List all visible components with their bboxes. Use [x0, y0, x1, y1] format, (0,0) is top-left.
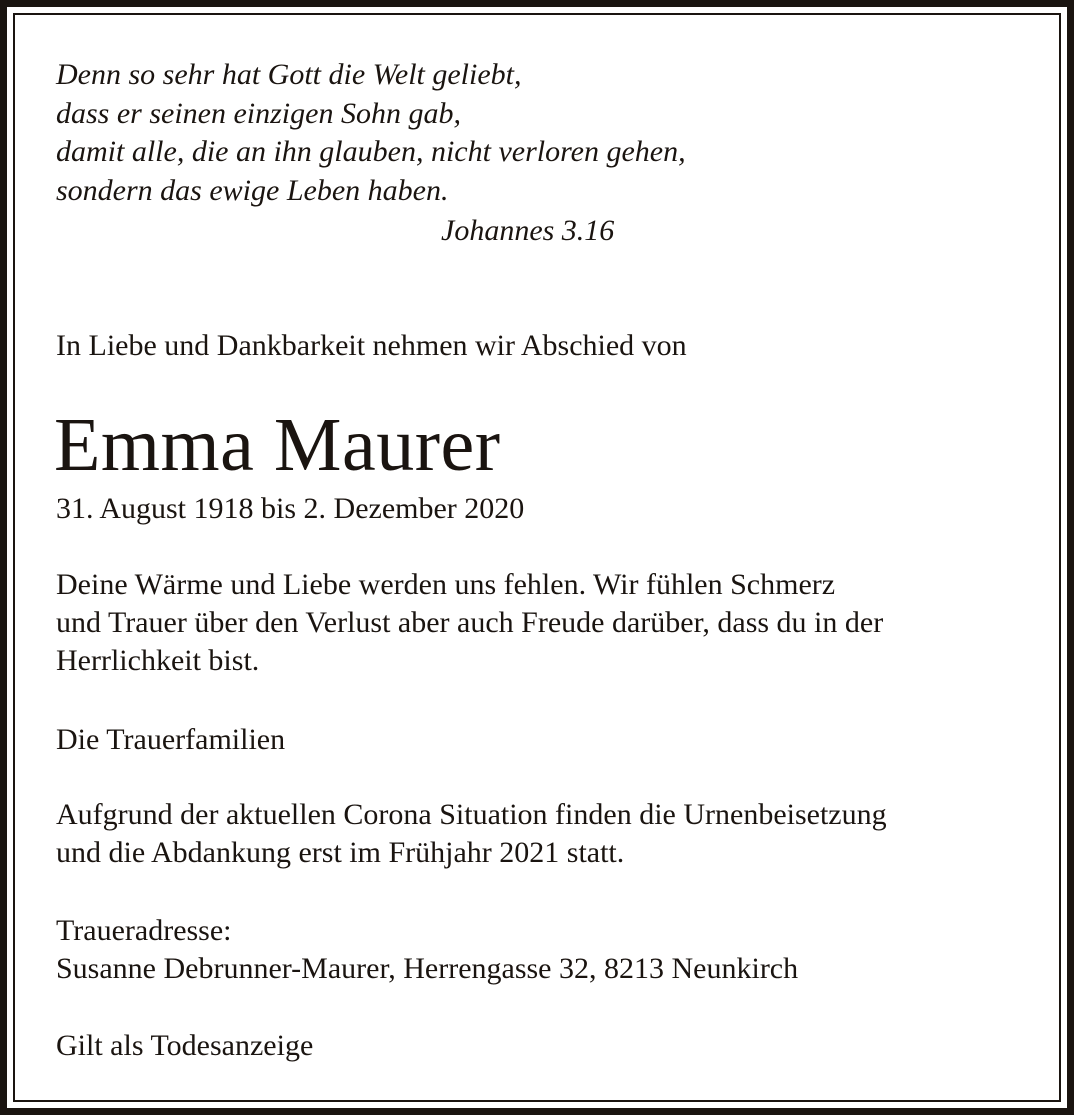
- verse-line: dass er seinen einzigen Sohn gab,: [56, 96, 461, 130]
- deceased-name: Emma Maurer: [54, 403, 501, 487]
- message-line: Deine Wärme und Liebe werden uns fehlen. Wir fühlen Schmerz: [56, 568, 836, 601]
- message-line: und Trauer über den Verlust aber auch Freude darüber, dass du in der: [56, 606, 884, 639]
- ceremony-notice: [56, 796, 887, 872]
- footer-note: Gilt als Todesanzeige: [56, 1029, 314, 1062]
- notice-line: Aufgrund der aktuellen Corona Situation finden die Urnenbeisetzung: [56, 798, 887, 831]
- verse-line: damit alle, die an ihn glauben, nicht verloren gehen,: [56, 135, 686, 168]
- notice-line: und die Abdankung erst im Frühjahr 2021 statt.: [56, 836, 625, 869]
- address-label: Traueradresse:: [56, 914, 232, 947]
- message-line: Herrlichkeit bist.: [56, 644, 260, 677]
- intro-text: In Liebe und Dankbarkeit nehmen wir Abschied von: [56, 329, 687, 362]
- mourning-address: [56, 912, 798, 988]
- signature: Die Trauerfamilien: [56, 723, 286, 756]
- verse-reference: Johannes 3.16: [441, 214, 615, 247]
- address-value: Susanne Debrunner-Maurer, Herrengasse 32, 8213 Neunkirch: [56, 952, 799, 985]
- verse-line: Denn so sehr hat Gott die Welt geliebt,: [56, 58, 522, 91]
- life-dates: 31. August 1918 bis 2. Dezember 2020: [56, 492, 525, 525]
- bible-verse: [56, 56, 686, 210]
- farewell-message: [56, 566, 883, 680]
- verse-line: sondern das ewige Leben haben.: [56, 173, 449, 207]
